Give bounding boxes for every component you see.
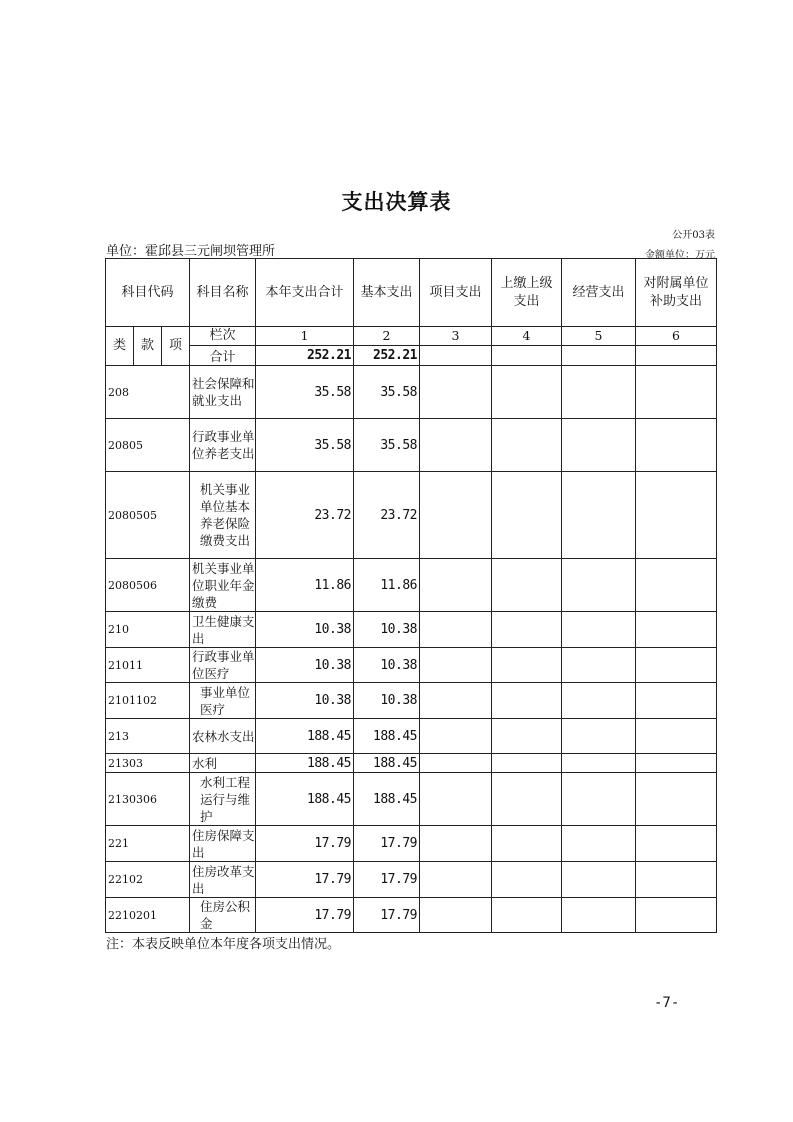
row-code: 22102 — [106, 862, 190, 898]
row-code: 2130306 — [106, 773, 190, 826]
total-basic: 252.21 — [354, 346, 420, 366]
table-row — [106, 419, 717, 472]
row-total: 35.58 — [256, 419, 354, 472]
row-name: 行政事业单位医疗 — [190, 648, 256, 683]
header-subsidiary — [636, 259, 717, 327]
table-row — [106, 612, 717, 648]
row-name: 住房保障支出 — [190, 826, 256, 862]
row-total: 11.86 — [256, 559, 354, 612]
page-number: -7- — [654, 995, 680, 1011]
row-name: 事业单位医疗 — [190, 683, 256, 719]
header-xiang: 项 — [162, 327, 190, 366]
page-title: 支出决算表 — [341, 190, 452, 214]
column-number-2: 2 — [354, 327, 420, 346]
row-basic: 188.45 — [354, 754, 420, 773]
table-row — [106, 773, 717, 826]
row-code: 213 — [106, 719, 190, 754]
row-name: 农林水支出 — [190, 719, 256, 754]
row-name: 住房公积金 — [190, 898, 256, 933]
table-row — [106, 559, 717, 612]
row-total: 17.79 — [256, 826, 354, 862]
row-code: 2210201 — [106, 898, 190, 933]
row-name: 水利 — [190, 754, 256, 773]
row-code: 21011 — [106, 648, 190, 683]
row-basic: 10.38 — [354, 612, 420, 648]
row-basic: 11.86 — [354, 559, 420, 612]
table-row — [106, 862, 717, 898]
row-code: 208 — [106, 366, 190, 419]
row-name: 机关事业单位基本养老保险缴费支出 — [190, 472, 256, 559]
expenditure-table — [105, 258, 717, 933]
row-name: 行政事业单位养老支出 — [190, 419, 256, 472]
header-lanci: 栏次 — [190, 327, 256, 346]
table-row — [106, 472, 717, 559]
row-total: 10.38 — [256, 648, 354, 683]
row-basic: 23.72 — [354, 472, 420, 559]
header-kuan: 款 — [134, 327, 162, 366]
money-unit-label: 金额单位：万元 — [645, 250, 715, 261]
column-number-6: 6 — [636, 327, 717, 346]
row-code: 21303 — [106, 754, 190, 773]
table-row — [106, 898, 717, 933]
table-row — [106, 366, 717, 419]
total-amount: 252.21 — [256, 346, 354, 366]
row-basic: 35.58 — [354, 419, 420, 472]
header-project: 项目支出 — [420, 259, 492, 327]
header-upper — [492, 259, 562, 327]
row-code: 210 — [106, 612, 190, 648]
header-upper-text: 上缴上级支出 — [500, 275, 553, 309]
row-basic: 17.79 — [354, 862, 420, 898]
row-basic: 10.38 — [354, 683, 420, 719]
row-name: 社会保障和就业支出 — [190, 366, 256, 419]
row-total: 17.79 — [256, 862, 354, 898]
row-total: 10.38 — [256, 683, 354, 719]
column-number-5: 5 — [562, 327, 636, 346]
column-number-3: 3 — [420, 327, 492, 346]
row-name: 卫生健康支出 — [190, 612, 256, 648]
unit-label: 单位：霍邱县三元闸坝管理所 — [106, 244, 276, 259]
row-total: 188.45 — [256, 754, 354, 773]
table-row — [106, 683, 717, 719]
header-business: 经营支出 — [562, 259, 636, 327]
header-basic: 基本支出 — [354, 259, 420, 327]
row-code: 221 — [106, 826, 190, 862]
table-row — [106, 826, 717, 862]
row-total: 23.72 — [256, 472, 354, 559]
total-label: 合计 — [190, 346, 256, 366]
row-name: 机关事业单位职业年金缴费 — [190, 559, 256, 612]
table-row — [106, 719, 717, 754]
row-total: 188.45 — [256, 719, 354, 754]
row-code: 2101102 — [106, 683, 190, 719]
row-total: 35.58 — [256, 366, 354, 419]
row-name: 住房改革支出 — [190, 862, 256, 898]
row-total: 188.45 — [256, 773, 354, 826]
row-total: 17.79 — [256, 898, 354, 933]
table-row — [106, 648, 717, 683]
row-total: 10.38 — [256, 612, 354, 648]
row-code: 2080505 — [106, 472, 190, 559]
header-subsidiary-text: 对附属单位补助支出 — [643, 275, 709, 309]
header-code: 科目代码 — [106, 259, 190, 327]
row-basic: 17.79 — [354, 826, 420, 862]
column-number-1: 1 — [256, 327, 354, 346]
row-code: 20805 — [106, 419, 190, 472]
row-name: 水利工程运行与维护 — [190, 773, 256, 826]
header-total: 本年支出合计 — [256, 259, 354, 327]
form-number: 公开03表 — [672, 230, 715, 241]
row-basic: 188.45 — [354, 719, 420, 754]
column-number-4: 4 — [492, 327, 562, 346]
row-basic: 188.45 — [354, 773, 420, 826]
row-basic: 17.79 — [354, 898, 420, 933]
table-row — [106, 754, 717, 773]
row-code: 2080506 — [106, 559, 190, 612]
header-name: 科目名称 — [190, 259, 256, 327]
footnote: 注：本表反映单位本年度各项支出情况。 — [106, 937, 341, 952]
row-basic: 10.38 — [354, 648, 420, 683]
header-lei: 类 — [106, 327, 134, 366]
row-basic: 35.58 — [354, 366, 420, 419]
